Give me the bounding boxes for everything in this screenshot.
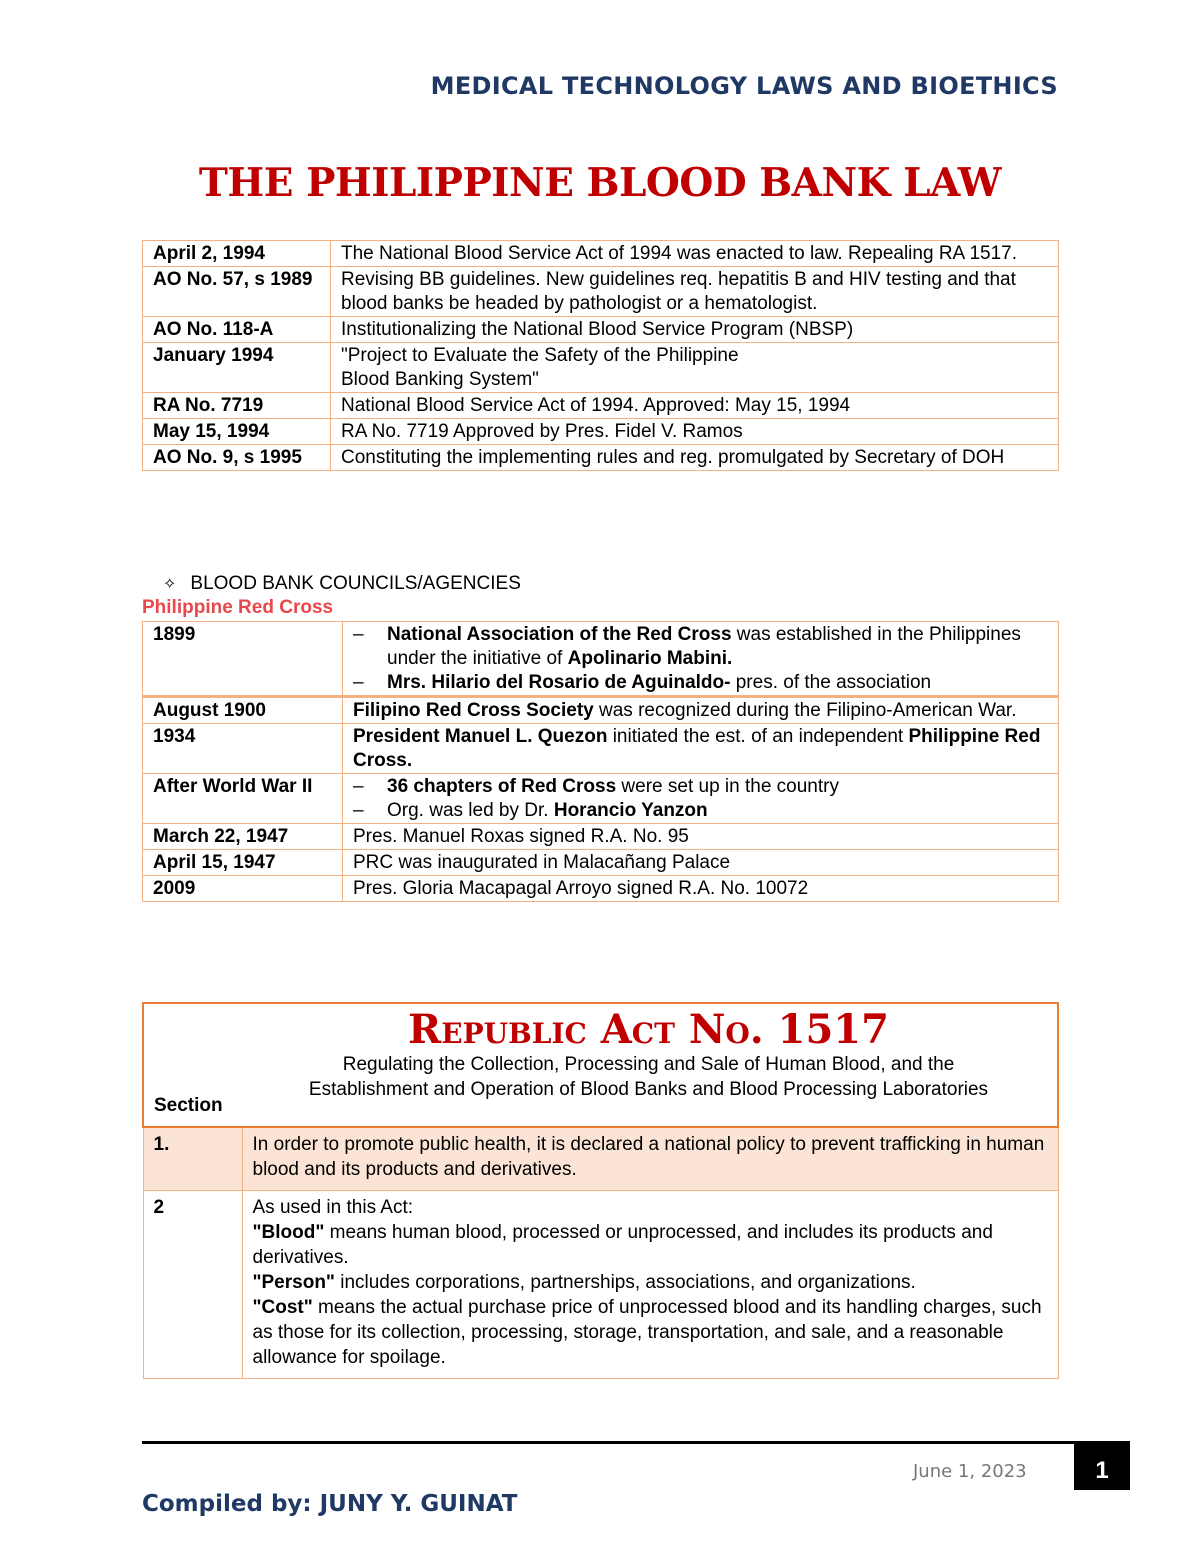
text: initiated the est. of an independent	[607, 726, 909, 747]
bold-text: Apolinario Mabini.	[567, 648, 733, 669]
ra-subtitle-line: Establishment and Operation of Blood Banks and Blood Processing Laboratories	[308, 1079, 989, 1100]
row-value: Pres. Manuel Roxas signed R.A. No. 95	[343, 824, 1059, 850]
row-value: National Blood Service Act of 1994. Approved: May 15, 1994	[331, 393, 1059, 419]
row-key: January 1994	[143, 343, 331, 393]
row-key: AO No. 9, s 1995	[143, 445, 331, 471]
bold-text: Philippine Red Cross.	[353, 726, 1041, 771]
row-value	[343, 774, 1059, 824]
definition	[253, 1220, 1046, 1270]
text: were set up in the country	[616, 776, 839, 797]
row-value: RA No. 7719 Approved by Pres. Fidel V. Ramos	[331, 419, 1059, 445]
text: was established in the Philippines under the initiative of	[387, 624, 1021, 669]
row-key: August 1900	[143, 697, 343, 724]
dash-bullet: –	[353, 800, 364, 821]
definition-text: means the actual purchase price of unprocessed blood and its handling charges, such as those for its collection, processing, storage, transportation, and sale, and a reasonable allowance for spoilage.	[252, 1297, 1042, 1368]
table-row	[143, 850, 1059, 876]
section-text	[242, 1191, 1058, 1379]
dash-item	[353, 671, 1048, 695]
ra-subtitle-line: Regulating the Collection, Processing and Sale of Human Blood, and the	[342, 1054, 955, 1075]
row-value-line: "Project to Evaluate the Safety of the Philippine	[341, 345, 739, 366]
row-value: Institutionalizing the National Blood Service Program (NBSP)	[331, 317, 1059, 343]
bold-text: 36 chapters of Red Cross	[387, 776, 617, 797]
dash-item	[353, 775, 1048, 799]
diamond-bullet-icon: ✧	[163, 576, 177, 593]
footer-divider	[142, 1441, 1130, 1444]
row-key: RA No. 7719	[143, 393, 331, 419]
councils-heading	[163, 573, 521, 595]
table-row	[143, 724, 1059, 774]
dash-item	[353, 799, 1048, 823]
table-row	[143, 393, 1059, 419]
bold-text: Horancio Yanzon	[553, 800, 708, 821]
table-row	[143, 697, 1059, 724]
ra-header-row	[143, 1003, 1058, 1127]
bold-text: National Association of the Red Cross	[387, 624, 732, 645]
table-row	[143, 876, 1059, 902]
row-value: The National Blood Service Act of 1994 was enacted to law. Repealing RA 1517.	[331, 241, 1059, 267]
row-key: AO No. 57, s 1989	[143, 267, 331, 317]
row-value	[343, 622, 1059, 697]
dash-bullet: –	[353, 624, 364, 645]
republic-act-table	[142, 1002, 1059, 1379]
red-cross-table	[142, 621, 1059, 902]
row-key: After World War II	[143, 774, 343, 824]
table-row	[143, 267, 1059, 317]
row-value: Revising BB guidelines. New guidelines req. hepatitis B and HIV testing and that blood banks be headed by pathologist or a hematologist.	[331, 267, 1059, 317]
ra-title: Republic Act No. 1517	[408, 1006, 889, 1053]
row-key: 2009	[143, 876, 343, 902]
row-key: 1934	[143, 724, 343, 774]
running-header: MEDICAL TECHNOLOGY LAWS AND BIOETHICS	[430, 72, 1058, 100]
text: Org. was led by Dr.	[387, 800, 554, 821]
councils-heading-text: BLOOD BANK COUNCILS/AGENCIES	[190, 573, 521, 594]
dash-bullet: –	[353, 776, 364, 797]
text: was recognized during the Filipino-American War.	[593, 700, 1017, 721]
row-key: April 15, 1947	[143, 850, 343, 876]
row-key: 1899	[143, 622, 343, 697]
definition	[253, 1295, 1046, 1370]
footer-date: June 1, 2023	[913, 1461, 1027, 1482]
timeline-table	[142, 240, 1059, 471]
ra-section-row	[143, 1191, 1058, 1379]
table-row	[143, 343, 1059, 393]
table-row	[143, 445, 1059, 471]
section-intro: As used in this Act:	[252, 1197, 414, 1218]
row-key: March 22, 1947	[143, 824, 343, 850]
row-value	[343, 697, 1059, 724]
row-value	[331, 343, 1059, 393]
definition-text: means human blood, processed or unprocessed, and includes its products and derivatives.	[252, 1222, 993, 1268]
table-row	[143, 774, 1059, 824]
row-value-line: Blood Banking System"	[341, 369, 539, 390]
table-row	[143, 419, 1059, 445]
table-row	[143, 824, 1059, 850]
page-title: THE PHILIPPINE BLOOD BANK LAW	[198, 160, 1002, 206]
row-key: May 15, 1994	[143, 419, 331, 445]
definition-term: "Blood"	[252, 1222, 325, 1243]
ra-header	[242, 1003, 1058, 1127]
bold-text: Filipino Red Cross Society	[353, 700, 594, 721]
bold-text: Mrs. Hilario del Rosario de Aguinaldo-	[387, 672, 731, 693]
table-row	[143, 241, 1059, 267]
dash-item	[353, 623, 1048, 671]
definition-term: "Person"	[252, 1272, 335, 1293]
section-number: 1.	[143, 1127, 242, 1191]
section-label: Section	[143, 1003, 242, 1127]
row-key: April 2, 1994	[143, 241, 331, 267]
row-value	[343, 724, 1059, 774]
definition-term: "Cost"	[252, 1297, 313, 1318]
section-number: 2	[143, 1191, 242, 1379]
row-value: PRC was inaugurated in Malacañang Palace	[343, 850, 1059, 876]
row-key: AO No. 118-A	[143, 317, 331, 343]
row-value: Constituting the implementing rules and reg. promulgated by Secretary of DOH	[331, 445, 1059, 471]
table-row	[143, 317, 1059, 343]
table-row	[143, 622, 1059, 697]
definition-text: includes corporations, partnerships, associations, and organizations.	[334, 1272, 916, 1293]
ra-section-row	[143, 1127, 1058, 1191]
text: pres. of the association	[730, 672, 932, 693]
dash-bullet: –	[353, 672, 364, 693]
row-value: Pres. Gloria Macapagal Arroyo signed R.A. No. 10072	[343, 876, 1059, 902]
red-cross-subheading: Philippine Red Cross	[142, 597, 334, 618]
compiled-by: Compiled by: JUNY Y. GUINAT	[142, 1491, 518, 1517]
bold-text: President Manuel L. Quezon	[353, 726, 608, 747]
page-number: 1	[1074, 1441, 1130, 1490]
definition	[253, 1270, 1046, 1295]
section-text: In order to promote public health, it is declared a national policy to prevent trafficking in human blood and its products and derivatives.	[242, 1127, 1058, 1191]
